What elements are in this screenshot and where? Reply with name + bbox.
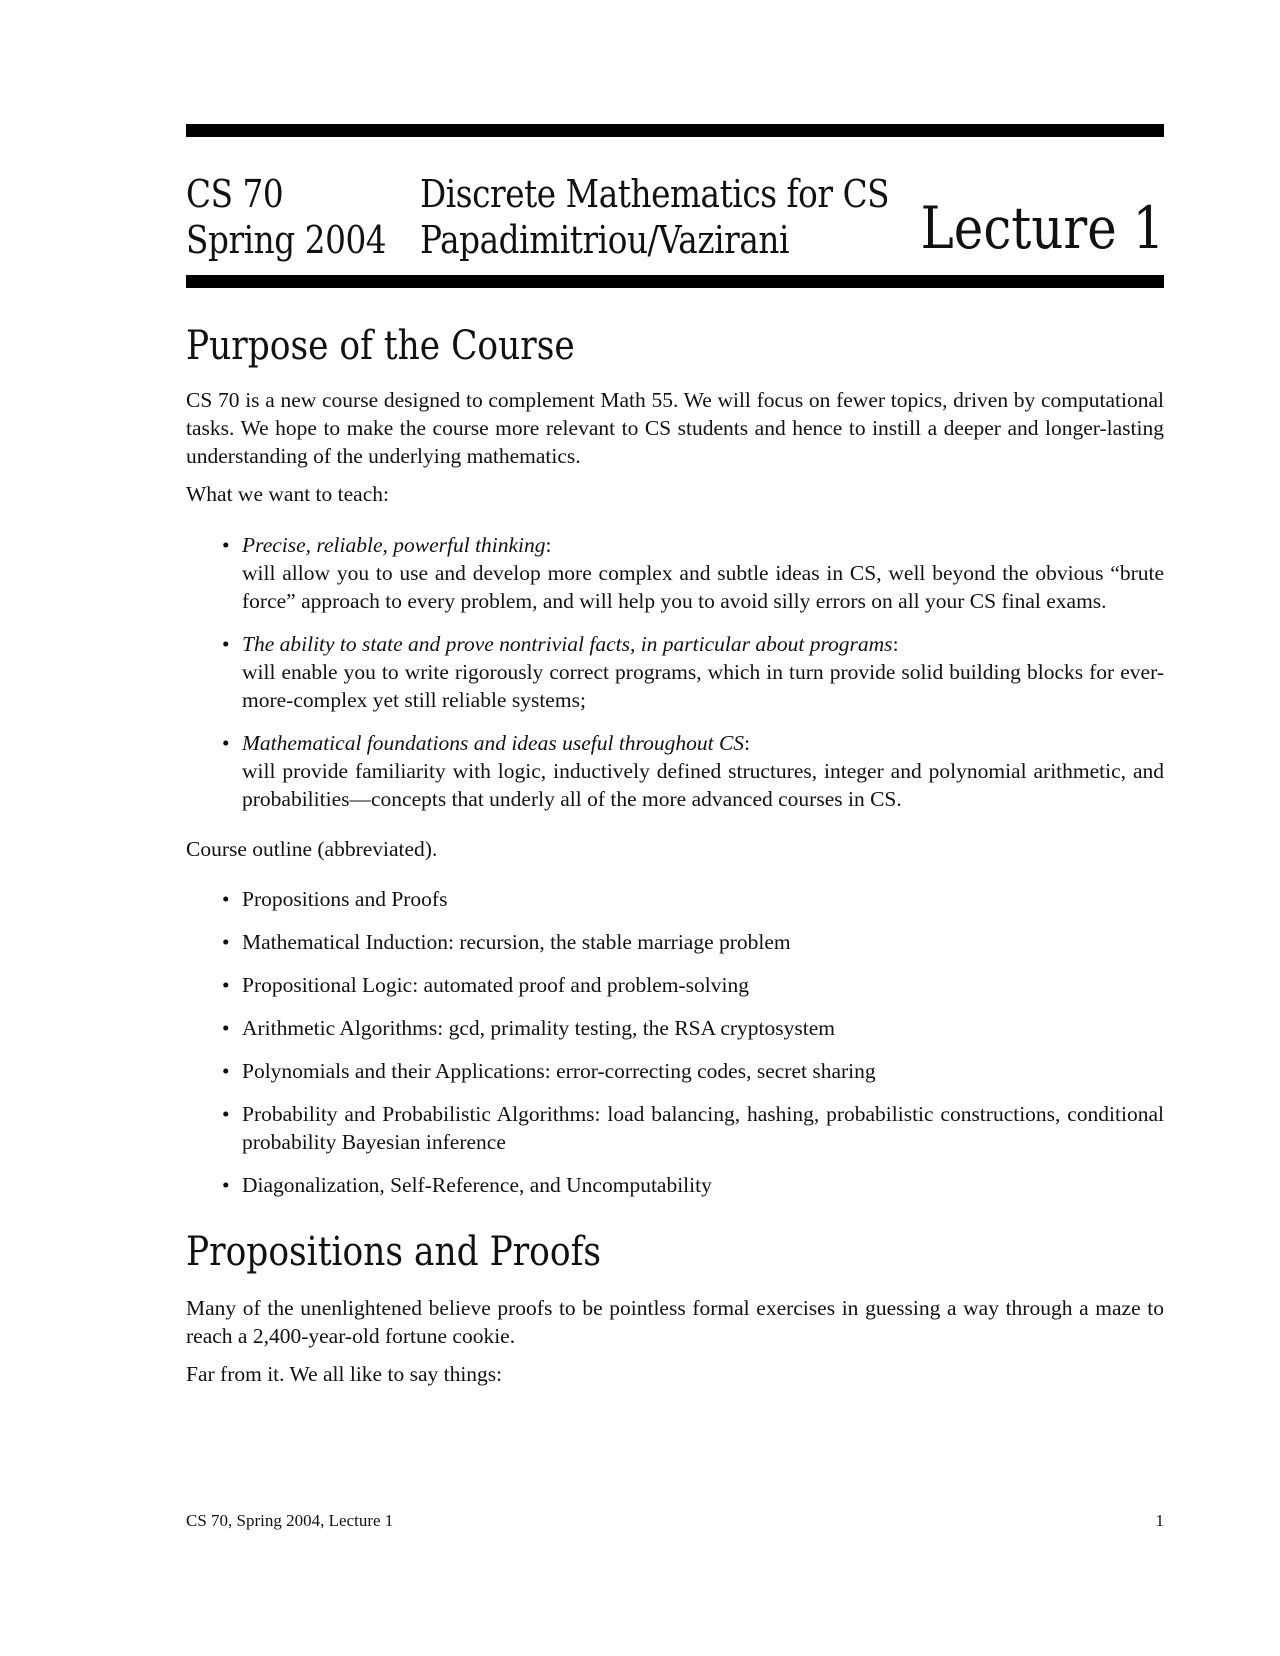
header-top-rule — [186, 124, 1164, 137]
bullet-icon: • — [222, 632, 230, 656]
outline-item — [186, 885, 1164, 913]
section-heading-propositions: Propositions and Proofs — [186, 1229, 601, 1275]
outline-item-text: Mathematical Induction: recursion, the stable marriage problem — [242, 930, 791, 954]
course-title: Discrete Mathematics for CS — [420, 172, 890, 216]
bullet-icon: • — [222, 930, 230, 954]
outline-item-text: Probability and Probabilistic Algorithms: load balancing, hashing, probabilistic constructions, conditional probability Bayesian inference — [242, 1102, 1164, 1154]
header-bottom-rule — [186, 275, 1164, 288]
outline-item-text: Propositional Logic: automated proof and problem-solving — [242, 973, 749, 997]
bullet-icon: • — [222, 973, 230, 997]
outline-item-text: Arithmetic Algorithms: gcd, primality testing, the RSA cryptosystem — [242, 1016, 835, 1040]
outline-list — [186, 885, 1164, 1199]
footer-label: CS 70, Spring 2004, Lecture 1 — [186, 1511, 394, 1530]
lecture-number: Lecture 1 — [920, 194, 1164, 262]
goals-list — [186, 531, 1164, 813]
outline-item — [186, 1014, 1164, 1042]
bullet-icon: • — [222, 1059, 230, 1083]
lecture-header — [186, 137, 1164, 275]
intro-paragraph: CS 70 is a new course designed to complement Math 55. We will focus on fewer topics, driven by computational tasks. We hope to make the course more relevant to CS students and hence to instill a deeper and longer-lasting understanding of the underlying mathematics. — [186, 388, 1164, 468]
outline-item-text: Diagonalization, Self-Reference, and Uncomputability — [242, 1173, 712, 1197]
outline-item-text: Polynomials and their Applications: error-correcting codes, secret sharing — [242, 1059, 876, 1083]
goal-title: Mathematical foundations and ideas useful throughout CS — [242, 731, 745, 755]
outline-item — [186, 1057, 1164, 1085]
section-heading-purpose: Purpose of the Course — [186, 323, 575, 369]
bullet-icon: • — [222, 887, 230, 911]
goal-title: Precise, reliable, powerful thinking — [242, 533, 546, 557]
propositions-paragraph-1: Many of the unenlightened believe proofs to be pointless formal exercises in guessing a way through a maze to reach a 2,400-year-old fortune cookie. — [186, 1296, 1164, 1348]
outline-item — [186, 971, 1164, 999]
course-term: Spring 2004 — [186, 218, 387, 262]
bullet-icon: • — [222, 731, 230, 755]
bullet-icon: • — [222, 1016, 230, 1040]
goal-item: • Mathematical foundations and ideas useful throughout CS: will provide familiarity with logic, inductively defined structures, integer and polynomial arithmetic, and probabilities—concepts that underly all of the more advanced courses in CS. — [222, 731, 1164, 811]
outline-lead: Course outline (abbreviated). — [186, 837, 438, 861]
outline-item — [186, 928, 1164, 956]
bullet-icon: • — [222, 1102, 230, 1126]
goal-body: will enable you to write rigorously correct programs, which in turn provide solid building blocks for ever-more-complex yet still reliable systems; — [242, 660, 1164, 712]
page-number: 1 — [1155, 1511, 1164, 1530]
goal-title: The ability to state and prove nontrivial facts, in particular about programs — [242, 632, 893, 656]
outline-item — [186, 1100, 1164, 1156]
outline-item — [186, 1171, 1164, 1199]
goal-body: will allow you to use and develop more complex and subtle ideas in CS, well beyond the obvious “brute force” approach to every problem, and will help you to avoid silly errors on all your CS final exams. — [242, 561, 1164, 613]
bullet-icon: • — [222, 1173, 230, 1197]
propositions-paragraph-2: Far from it. We all like to say things: — [186, 1362, 503, 1386]
goal-item: • Precise, reliable, powerful thinking: will allow you to use and develop more complex and subtle ideas in CS, well beyond the obvious “brute force” approach to every problem, and will help you to avoid silly errors on all your CS final exams. — [222, 533, 1164, 613]
goal-item: • The ability to state and prove nontrivial facts, in particular about programs: will enable you to write rigorously correct programs, which in turn provide solid building blocks for ever-more-complex yet still reliable systems; — [222, 632, 1164, 712]
outline-item-text: Propositions and Proofs — [242, 887, 448, 911]
course-authors: Papadimitriou/Vazirani — [420, 218, 790, 262]
teach-lead: What we want to teach: — [186, 482, 389, 506]
goal-body: will provide familiarity with logic, inductively defined structures, integer and polynomial arithmetic, and probabilities—concepts that underly all of the more advanced courses in CS. — [242, 759, 1164, 811]
bullet-icon: • — [222, 533, 230, 557]
course-number: CS 70 — [186, 172, 284, 216]
lecture-page — [186, 124, 1164, 1388]
